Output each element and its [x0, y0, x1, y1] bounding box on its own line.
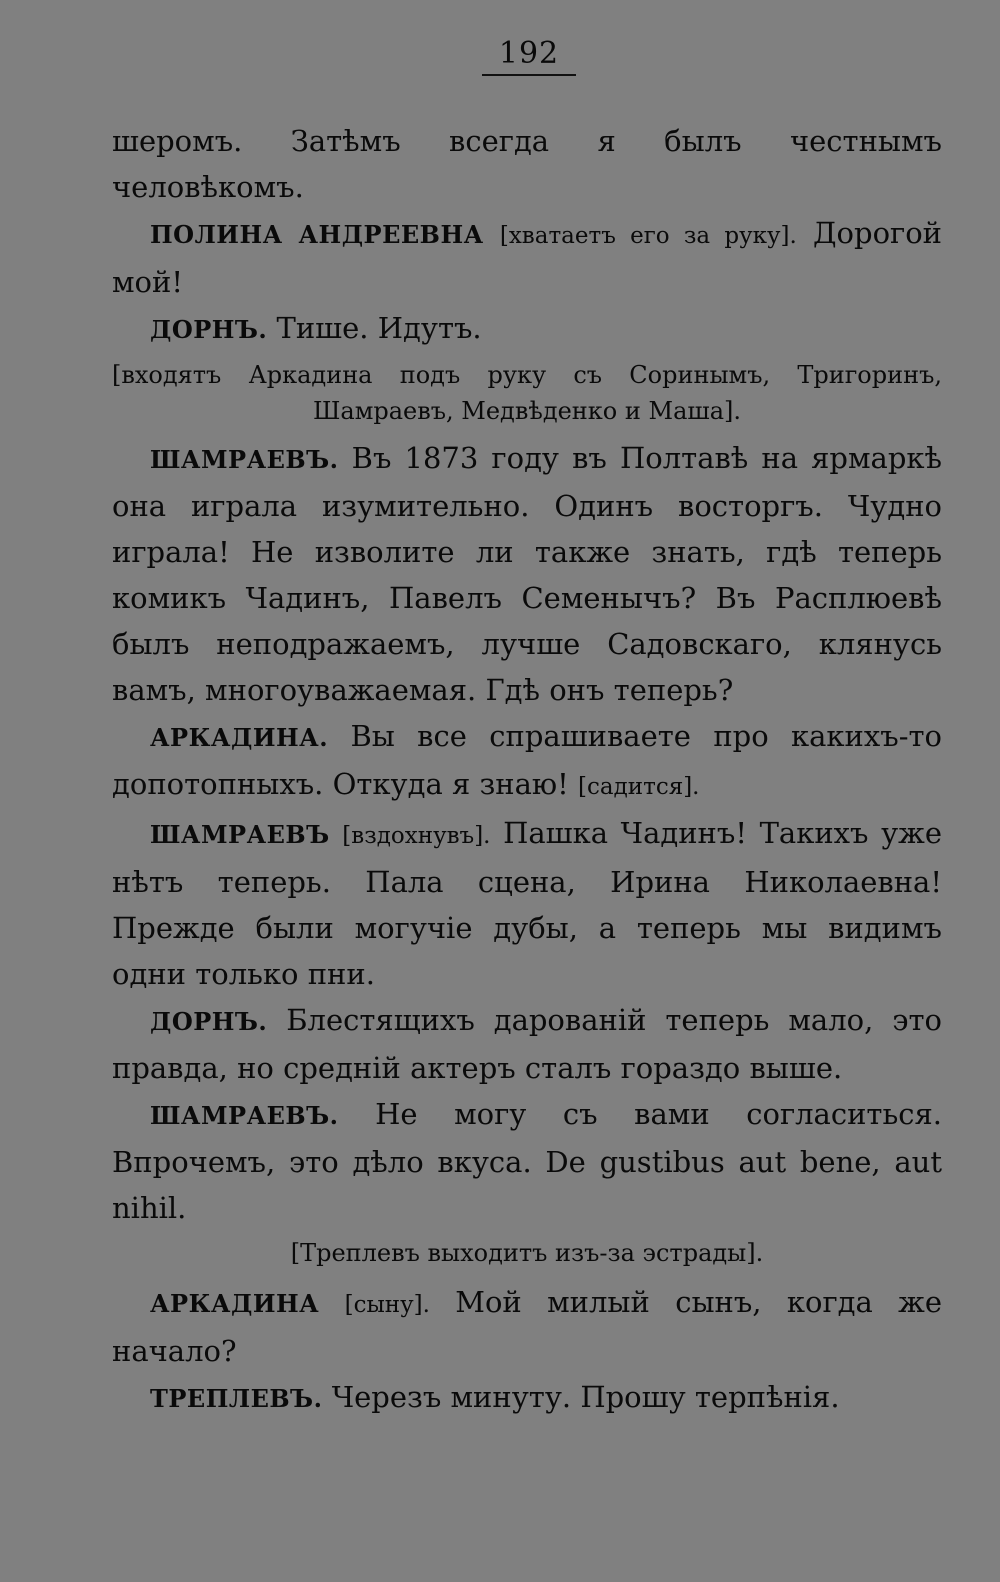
speech-text: Дорогой мой!: [112, 216, 943, 299]
paragraph: [112, 1091, 942, 1231]
paragraph: [112, 997, 942, 1091]
paragraph: [112, 305, 942, 353]
speech-text: Тише. Идутъ.: [276, 311, 482, 345]
paragraph: [112, 1279, 942, 1374]
speaker-name: ШАМРАЕВЪ: [150, 820, 330, 849]
page-text: [112, 118, 942, 1422]
stage-direction-line: [входятъ Аркадина подъ руку съ Соринымъ, Тригоринъ,: [112, 361, 942, 389]
stage-direction: [сыну].: [344, 1292, 430, 1318]
speaker-name: ДОРНЪ.: [150, 1007, 268, 1036]
stage-direction-block: [112, 1235, 942, 1271]
speaker-name: ШАМРАЕВЪ.: [150, 445, 339, 474]
speech-text: Не могу съ вами согласиться. Впрочемъ, это дѣло вкуса. De gustibus aut bene, aut nihil.: [112, 1097, 943, 1225]
paragraph: [112, 210, 942, 305]
speech-text: шеромъ. Затѣмъ всегда я былъ честнымъ человѣкомъ.: [112, 124, 942, 204]
speech-text: Мой милый сынъ, когда же начало?: [112, 1285, 943, 1368]
speech-text: Пашка Чадинъ! Такихъ уже нѣтъ теперь. Пала сцена, Ирина Николаевна! Прежде были могучіе дубы, а теперь мы видимъ одни только пни.: [112, 816, 942, 991]
speaker-name: АРКАДИНА.: [150, 723, 329, 752]
speaker-name: ДОРНЪ.: [150, 315, 268, 344]
speech-text: Вы все спрашиваете про какихъ-то допотопныхъ. Откуда я знаю!: [112, 719, 942, 801]
stage-direction-line: [Треплевъ выходитъ изъ-за эстрады].: [290, 1239, 764, 1267]
paragraph: [112, 118, 942, 210]
paragraph: [112, 1374, 942, 1422]
paragraph: [112, 435, 942, 713]
speaker-name: ПОЛИНА АНДРЕЕВНА: [150, 220, 484, 249]
stage-direction: [вздохнувъ].: [342, 823, 491, 849]
speech-text: Блестящихъ дарованій теперь мало, это правда, но средній актеръ сталъ гораздо выше.: [112, 1003, 942, 1085]
stage-direction: [хватаетъ его за руку].: [499, 223, 797, 249]
speech-text: Черезъ минуту. Прошу терпѣнія.: [331, 1380, 840, 1414]
speech-text: Въ 1873 году въ Полтавѣ на ярмаркѣ она играла изумительно. Одинъ восторгъ. Чудно играла! Не изволите ли также знать, гдѣ теперь комикъ Чадинъ, Павелъ Семенычъ? Въ Расплюевѣ былъ неподражаемъ, лучше Садовскаго, клянусь вамъ, многоуважаемая. Гдѣ онъ теперь?: [112, 441, 943, 707]
speaker-name: АРКАДИНА: [150, 1289, 320, 1318]
stage-direction-block: [112, 357, 942, 429]
stage-direction-line: Шамраевъ, Медвѣденко и Маша].: [313, 397, 741, 425]
paragraph: [112, 810, 942, 997]
speaker-name: ШАМРАЕВЪ.: [150, 1101, 339, 1130]
stage-direction: [садится].: [578, 774, 700, 800]
paragraph: [112, 713, 942, 810]
speaker-name: ТРЕПЛЕВЪ.: [150, 1384, 323, 1413]
page-number: 192: [482, 34, 576, 76]
